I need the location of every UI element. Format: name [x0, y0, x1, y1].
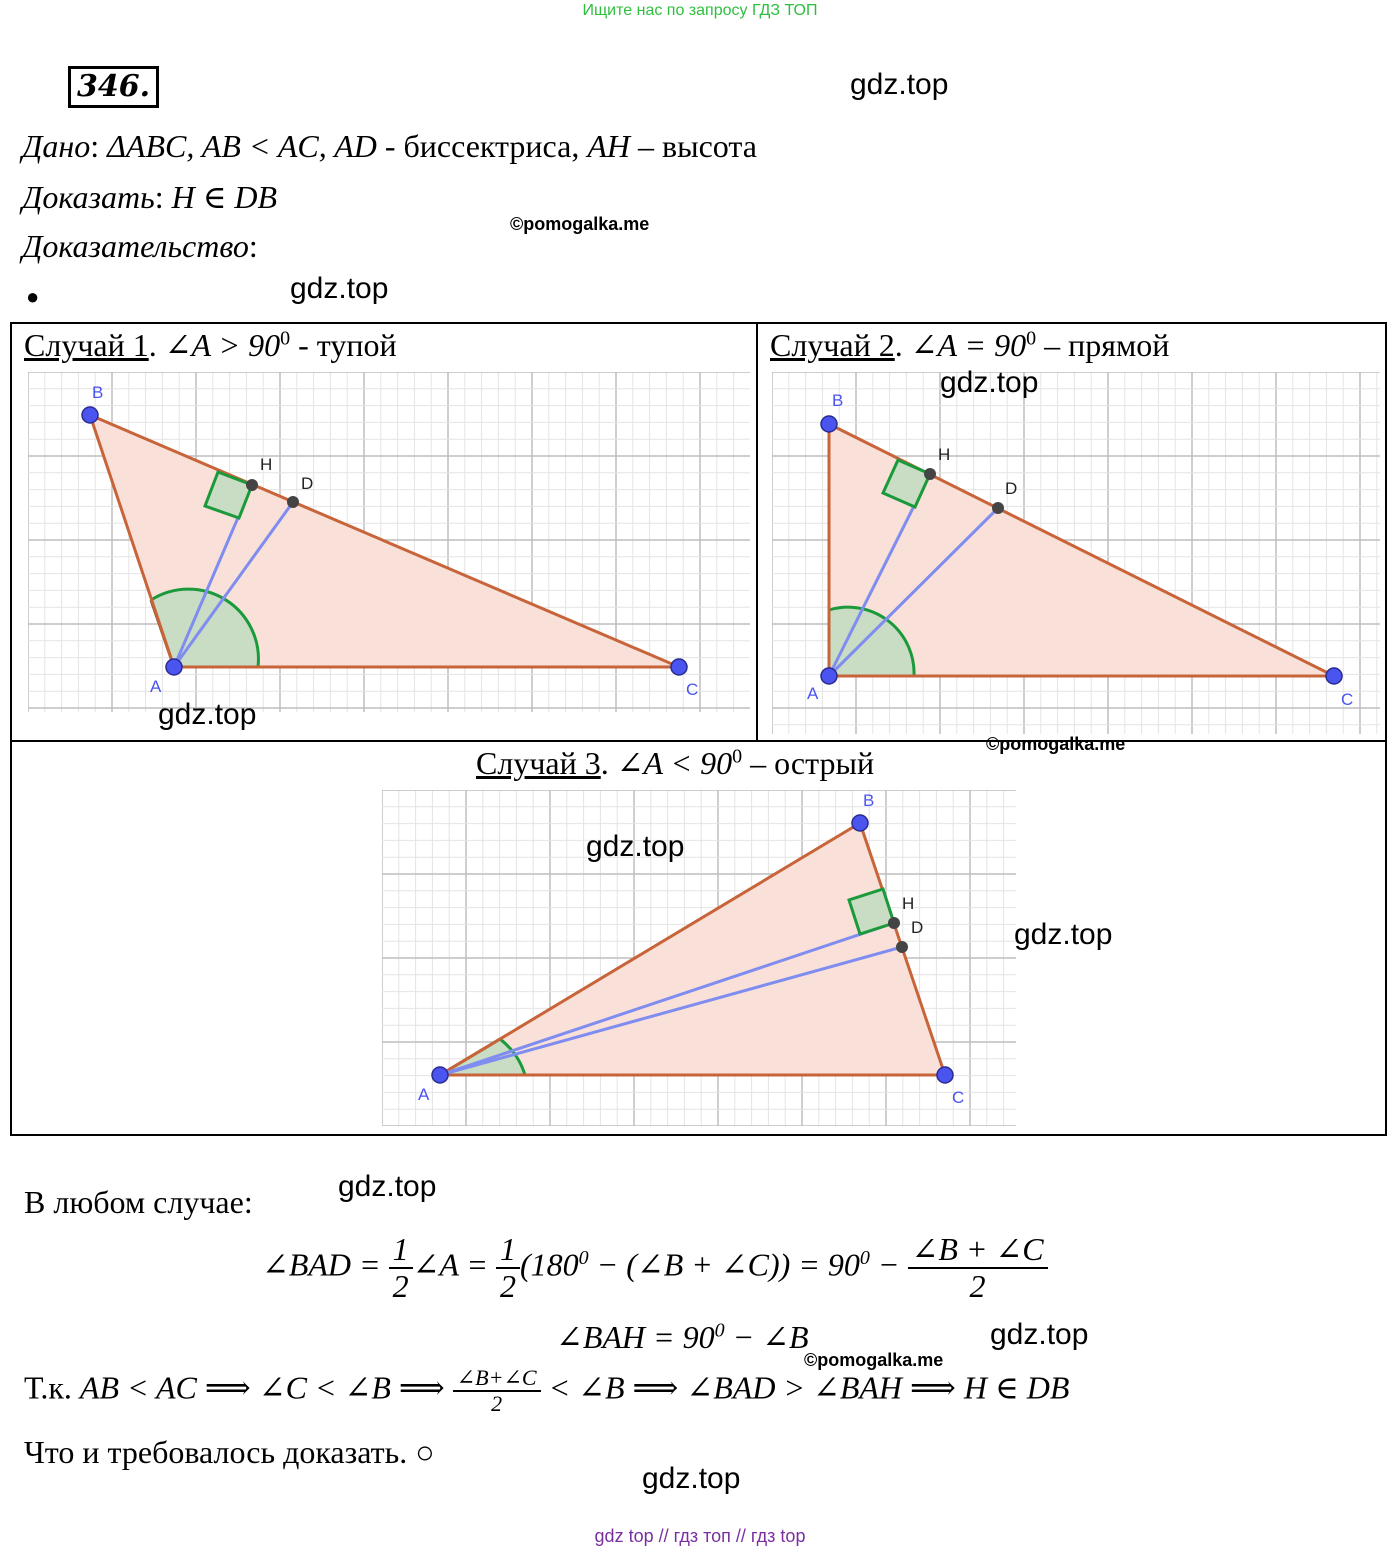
watermark-small: ©pomogalka.me — [986, 734, 1126, 754]
eq2-text: ∠BAH = 90 — [556, 1319, 715, 1355]
case-1-title: Случай 1. ∠A > $90^0$ - тупой — [24, 327, 397, 363]
diagram-case-3 — [382, 790, 1016, 1126]
case-2-formula: ∠A = 90 — [910, 327, 1027, 363]
prove-formula: H ∈ DB — [171, 179, 278, 215]
frac-num: ∠B + ∠C — [908, 1232, 1048, 1269]
label-c: C — [1341, 690, 1354, 709]
watermark: gdz.top — [940, 366, 1039, 399]
point-c — [937, 1067, 953, 1083]
fraction-half — [389, 1232, 413, 1304]
point-c — [671, 659, 687, 675]
watermark-small: ©pomogalka.me — [804, 1350, 944, 1370]
eq1-lhs: ∠BAD = — [262, 1246, 389, 1283]
case-2-desc: – прямой — [1036, 327, 1170, 363]
eq3-a: AB < AC ⟹ ∠C < ∠B ⟹ — [79, 1369, 453, 1406]
case-3-label: Случай 3 — [476, 745, 601, 781]
frac-den: 2 — [969, 1268, 986, 1305]
point-h — [924, 468, 936, 480]
bullet: ● — [26, 284, 40, 309]
prove-label: Доказать — [22, 179, 155, 215]
conclusion-text: Что и требовалось доказать. ○ — [24, 1434, 435, 1470]
frac-den: 2 — [491, 1391, 503, 1417]
label-c: C — [952, 1088, 965, 1107]
case-2-title: Случай 2. ∠A = $90^0$ – прямой — [770, 327, 1170, 363]
label-a: A — [418, 1085, 430, 1104]
prove-line: Доказать: H ∈ DB — [22, 179, 278, 215]
diagram-case-1 — [28, 372, 750, 712]
given-line: Дано: ΔABC, AB < AC, AD - биссектриса, AH – высота — [22, 128, 757, 164]
point-d — [896, 941, 908, 953]
case-3-formula: ∠A < 90 — [616, 745, 733, 781]
top-banner: Ищите нас по запросу ГДЗ ТОП — [582, 2, 818, 19]
given-formula-2: AH — [587, 128, 630, 164]
anycase-text: В любом случае: — [24, 1184, 253, 1220]
point-b — [82, 407, 98, 423]
point-h — [246, 479, 258, 491]
proof-label-line: Доказательство: — [22, 228, 258, 264]
frac-num: 1 — [389, 1232, 413, 1269]
watermark: gdz.top — [1014, 918, 1113, 951]
eq1-sup-2: 0 — [859, 1246, 870, 1269]
label-a: A — [807, 684, 819, 703]
case-2-sup: 0 — [1026, 327, 1037, 350]
equation-bah — [556, 1318, 809, 1356]
eq1-sup: 0 — [578, 1246, 589, 1269]
label-h: H — [902, 894, 915, 913]
watermark: gdz.top — [158, 698, 257, 731]
eq2-tail: − ∠B — [724, 1319, 809, 1355]
eq2-sup: 0 — [714, 1319, 725, 1342]
eq1-mid2: (180 — [519, 1246, 579, 1283]
watermark: gdz.top — [338, 1170, 437, 1203]
point-b — [852, 815, 868, 831]
equation-bad — [262, 1232, 1048, 1304]
eq1-mid4: − — [869, 1246, 908, 1283]
label-d: D — [911, 918, 924, 937]
given-text: - биссектриса, — [376, 128, 588, 164]
label-b: B — [863, 791, 875, 810]
case-1-desc: - тупой — [290, 327, 397, 363]
case-1-label: Случай 1 — [24, 327, 149, 363]
point-a — [166, 659, 182, 675]
given-label: Дано — [22, 128, 91, 164]
case-1-sup: 0 — [280, 327, 291, 350]
label-a: A — [150, 677, 162, 696]
frac-den: 2 — [499, 1268, 516, 1305]
fraction-b-plus-c — [908, 1232, 1048, 1304]
eq3-b: < ∠B ⟹ ∠BAD > ∠BAH ⟹ H ∈ DB — [540, 1369, 1070, 1406]
label-d: D — [1005, 479, 1018, 498]
label-d: D — [301, 474, 314, 493]
watermark: gdz.top — [586, 830, 685, 863]
case-2-label: Случай 2 — [770, 327, 895, 363]
label-c: C — [686, 680, 699, 699]
point-d — [287, 496, 299, 508]
watermark-small: ©pomogalka.me — [510, 214, 650, 234]
point-b — [821, 416, 837, 432]
given-formula: ΔABC, AB < AC, AD — [107, 128, 377, 164]
case-3-title: Случай 3. ∠A < $90^0$ – острый — [476, 745, 875, 781]
watermark: gdz.top — [990, 1318, 1089, 1351]
footer: gdz top // гдз топ // гдз top — [594, 1526, 806, 1546]
frac-num: 1 — [496, 1232, 520, 1269]
watermark: gdz.top — [642, 1462, 741, 1495]
point-a — [432, 1067, 448, 1083]
fraction-small — [453, 1366, 541, 1416]
case-3-sup: 0 — [732, 745, 743, 768]
proof-label: Доказательство — [22, 228, 249, 264]
fraction-half-2 — [496, 1232, 520, 1304]
watermark: gdz.top — [850, 68, 949, 101]
frac-den: 2 — [392, 1268, 409, 1305]
label-b: B — [832, 391, 844, 410]
label-h: H — [938, 445, 951, 464]
triangle-fill — [440, 823, 945, 1075]
label-b: B — [92, 383, 104, 402]
point-d — [992, 502, 1004, 514]
case-1-formula: ∠A > 90 — [164, 327, 281, 363]
frac-num: ∠B+∠C — [453, 1366, 541, 1392]
given-text-2: – высота — [629, 128, 757, 164]
point-h — [888, 917, 900, 929]
eq1-mid1: ∠A = — [412, 1246, 496, 1283]
problem-number: 346. — [68, 66, 159, 108]
diagram-case-2 — [772, 372, 1380, 734]
point-a — [821, 668, 837, 684]
eq1-mid3: − (∠B + ∠C)) = 90 — [588, 1246, 860, 1283]
case-3-desc: – острый — [742, 745, 875, 781]
equation-conclusion — [24, 1366, 1069, 1416]
label-h: H — [260, 455, 273, 474]
point-c — [1326, 668, 1342, 684]
watermark: gdz.top — [290, 272, 389, 305]
eq3-pre: Т.к. — [24, 1369, 80, 1406]
